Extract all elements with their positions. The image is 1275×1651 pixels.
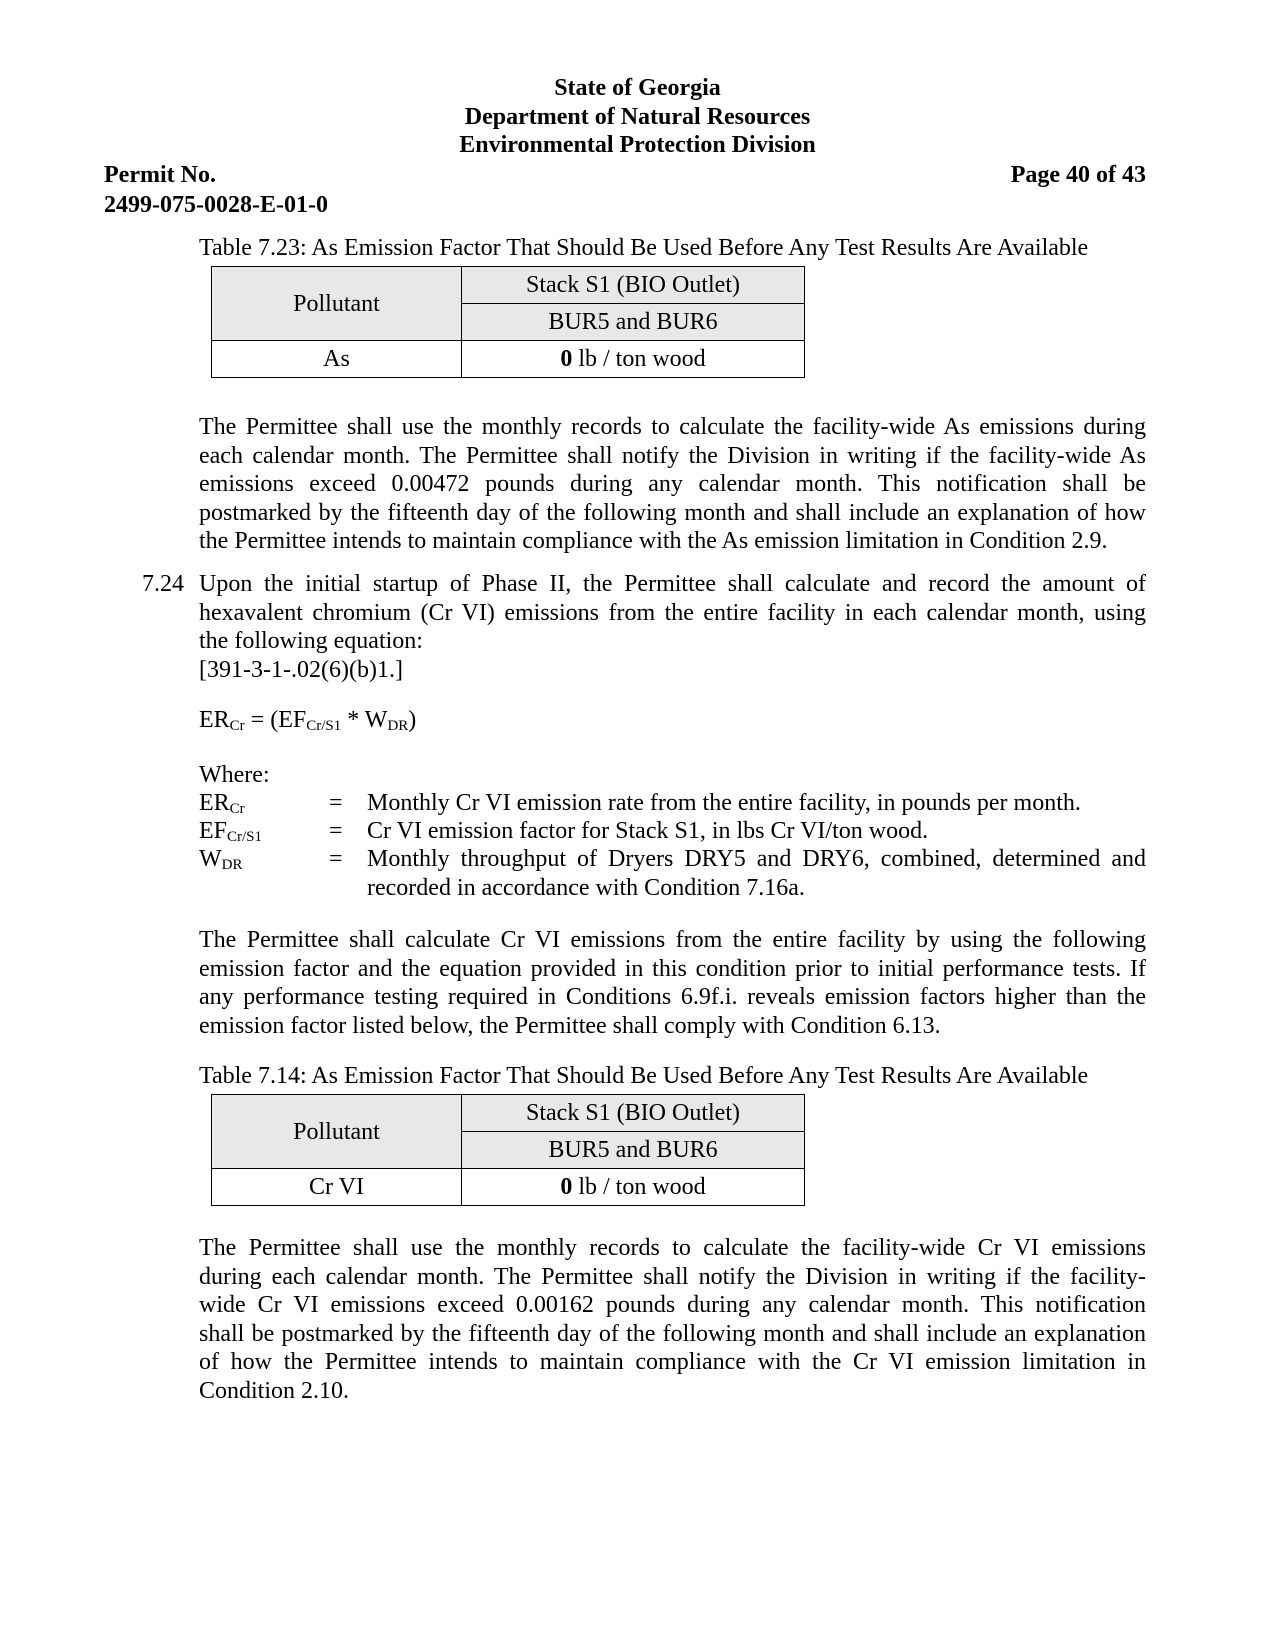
table2-cell-pollutant: Cr VI: [212, 1169, 462, 1206]
paragraph-as-notification: [199, 413, 1146, 556]
table1-caption: Table 7.23: As Emission Factor That Should Be Used Before Any Test Results Are Available: [199, 235, 1089, 261]
table2-cell-value: [462, 1169, 805, 1206]
paragraph-line: emissions exceed 0.00472 pounds during any calendar month. This notification shall be: [199, 471, 1146, 497]
definition-w: $W_{DR}$ = Monthly throughput of Dryers DRY5 and DRY6, combined, determined and recorded in accordance with Condition 7.16a.: [199, 846, 1146, 901]
table1-header-stack: Stack S1 (BIO Outlet): [462, 267, 805, 304]
paragraph-line: the following equation:: [199, 628, 423, 654]
header-division: Environmental Protection Division: [459, 132, 816, 158]
table1-value-number: 0: [560, 346, 573, 372]
paragraph-cr-calculation: [199, 926, 1146, 1040]
permit-label: Permit No.: [104, 162, 216, 188]
paragraph-line: Upon the initial startup of Phase II, the Permittee shall calculate and record the amount of: [199, 571, 1146, 597]
table2-header-pollutant: Pollutant: [212, 1095, 462, 1169]
condition-number: 7.24: [142, 571, 184, 597]
paragraph-line: postmarked by the fifteenth day of the following month and shall include an explanation of how: [199, 499, 1146, 526]
definition-ef: $EF_{Cr/S1}$ = Cr VI emission factor for Stack S1, in lbs Cr VI/ton wood.: [199, 818, 929, 845]
rule-citation: [391-3-1-.02(6)(b)1.]: [199, 656, 403, 683]
paragraph-line: Condition 2.10.: [199, 1377, 350, 1404]
paragraph-line: hexavalent chromium (Cr VI) emissions from the entire facility in each calendar month, using: [199, 599, 1146, 626]
paragraph-line: emission factor listed below, the Permittee shall comply with Condition 6.13.: [199, 1012, 941, 1039]
table1: [211, 266, 805, 378]
paragraph-line: the Permittee intends to maintain compliance with the As emission limitation in Condition 2.9.: [199, 528, 1108, 554]
condition-7-24-text: [199, 570, 1146, 684]
paragraph-line: The Permittee shall calculate Cr VI emissions from the entire facility by using the following: [199, 927, 1146, 953]
paragraph-line: wide Cr VI emissions exceed 0.00162 pounds during any calendar month. This notification: [199, 1292, 1146, 1318]
paragraph-line: shall be postmarked by the fifteenth day of the following month and shall include an explanation: [199, 1320, 1146, 1347]
table1-header-burners: BUR5 and BUR6: [462, 304, 805, 341]
paragraph-line: of how the Permittee intends to maintain compliance with the Cr VI emission limitation in: [199, 1349, 1146, 1375]
paragraph-line: emission factor and the equation provided in this condition prior to initial performance tests. If: [199, 955, 1146, 982]
permit-number: 2499-075-0028-E-01-0: [104, 192, 328, 218]
page-number: Page 40 of 43: [1010, 162, 1146, 188]
paragraph-line: during each calendar month. The Permittee shall notify the Division in writing if the facility-: [199, 1263, 1146, 1290]
agency-header: [0, 74, 1275, 160]
paragraph-line: The Permittee shall use the monthly records to calculate the facility-wide Cr VI emissions: [199, 1235, 1146, 1261]
table2-caption: Table 7.14: As Emission Factor That Should Be Used Before Any Test Results Are Available: [199, 1063, 1089, 1089]
header-department: Department of Natural Resources: [464, 103, 811, 130]
table2-value-unit: lb / ton wood: [572, 1174, 706, 1200]
header-state: State of Georgia: [554, 75, 721, 101]
paragraph-cr-notification: [199, 1234, 1146, 1405]
table1-cell-value: [462, 341, 805, 378]
table2-value-number: 0: [560, 1174, 573, 1200]
table2: [211, 1094, 805, 1206]
where-label: Where:: [199, 762, 270, 788]
table2-header-stack: Stack S1 (BIO Outlet): [462, 1095, 805, 1132]
permit-block: [104, 160, 328, 220]
paragraph-line: each calendar month. The Permittee shall notify the Division in writing if the facility-wide As: [199, 442, 1146, 469]
paragraph-line: any performance testing required in Conditions 6.9f.i. reveals emission factors higher than the: [199, 984, 1146, 1010]
table1-header-pollutant: Pollutant: [212, 267, 462, 341]
table2-header-burners: BUR5 and BUR6: [462, 1132, 805, 1169]
table1-value-unit: lb / ton wood: [572, 346, 706, 372]
table1-cell-pollutant: As: [212, 341, 462, 378]
emission-equation: $ER_{Cr} = (EF_{Cr/S1} * W_{DR})$: [199, 707, 417, 734]
paragraph-line: The Permittee shall use the monthly records to calculate the facility-wide As emissions during: [199, 414, 1146, 440]
definition-er: $ER_{Cr}$ = Monthly Cr VI emission rate from the entire facility, in pounds per month.: [199, 790, 1081, 817]
